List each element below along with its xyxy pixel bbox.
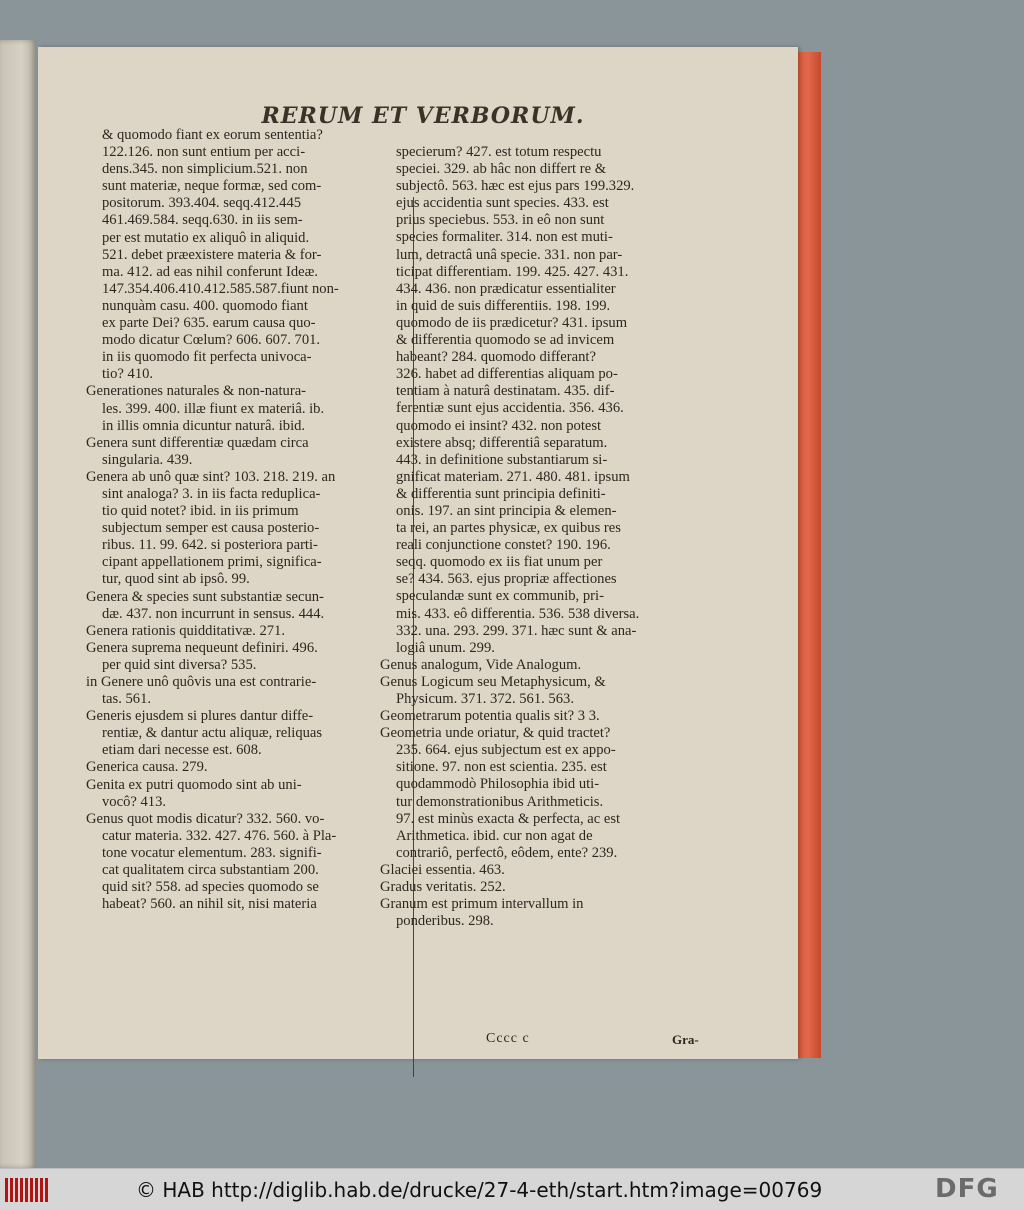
index-line: sitione. 97. non est scientia. 235. est [396,759,607,776]
index-line: quodammodò Philosophia ibid uti- [396,776,600,793]
index-line: in quid de suis differentiis. 198. 199. [396,297,611,314]
index-line: in iis quomodo fit perfecta univoca- [102,349,312,366]
index-line: Genita ex putri quomodo sint ab uni- [86,776,302,793]
index-line: Geometrarum potentia qualis sit? 3 3. [380,708,600,725]
index-line: cat qualitatem circa substantiam 200. [102,862,319,879]
index-line: ticipat differentiam. 199. 425. 427. 431. [396,263,629,280]
catchword: Gra- [672,1032,699,1047]
index-line: rentiæ, & dantur actu aliquæ, reliquas [102,725,323,742]
index-line: ta rei, an partes physicæ, ex quibus res [396,520,621,537]
index-line: positorum. 393.404. seqq.412.445 [102,195,302,212]
index-line: Arithmetica. ibid. cur non agat de [396,827,593,844]
index-line: habeant? 284. quomodo differant? [396,349,596,366]
index-line: speculandæ sunt ex communib, pri- [396,588,604,605]
index-line: tur, quod sint ab ipsô. 99. [102,571,250,588]
index-line: contrariô, perfectô, eôdem, ente? 239. [396,844,618,861]
index-line: tur demonstrationibus Arithmeticis. [396,793,604,810]
index-line: tone vocatur elementum. 283. signifi- [102,844,322,861]
index-line: in Genere unô quôvis una est contrarie- [86,674,317,690]
running-head: RERUM ET VERBORUM. [261,103,585,129]
index-line: prius speciebus. 553. in eô non sunt [396,212,605,229]
index-line: tio? 410. [102,366,154,383]
index-line: ferentiæ sunt ejus accidentia. 356. 436. [396,400,624,417]
index-line: catur materia. 332. 427. 476. 560. à Pla- [102,827,337,844]
index-line: 235. 664. ejus subjectum est ex appo- [396,742,616,759]
book-page [38,47,798,1059]
dfg-logo: DFG [935,1174,999,1204]
index-line: gnificat materiam. 271. 480. 481. ipsum [396,468,630,485]
index-line: subjectum semper est causa posterio- [102,520,320,537]
index-line: ma. 412. ad eas nihil conferunt Ideæ. [102,263,319,280]
index-line: & differentia sunt principia definiti- [396,485,606,502]
red-page-edge [795,52,821,1058]
index-line: 521. debet præexistere materia & for- [102,246,322,263]
copyright-link[interactable]: © HAB http://diglib.hab.de/drucke/27-4-eth/start.htm?image=00769 [136,1178,823,1202]
index-line: & quomodo fiant ex eorum sententia? [102,127,323,143]
index-line: Gradus veritatis. 252. [380,879,506,896]
index-line: quomodo ei insint? 432. non potest [396,417,602,434]
index-line: lum, detractâ unâ specie. 331. non par- [396,246,623,263]
index-line: 97. est minùs exacta & perfecta, ac est [396,810,621,827]
index-line: existere absq; differentiâ separatum. [396,434,608,451]
index-line: tio quid notet? ibid. in iis primum [102,503,299,520]
index-line: vocô? 413. [102,793,167,810]
index-line: sunt materiæ, neque formæ, sed com- [102,178,322,195]
index-line: Generationes naturales & non-natura- [86,383,307,400]
index-line: Genus quot modis dicatur? 332. 560. vo- [86,810,325,827]
index-line: Glaciei essentia. 463. [380,861,505,878]
index-line: Granum est primum intervallum in [380,896,584,913]
signature-mark: Cccc c [486,1031,530,1046]
index-line: tas. 561. [102,691,152,708]
index-line: 461.469.584. seqq.630. in iis sem- [102,212,303,229]
index-line: Generis ejusdem si plures dantur diffe- [86,708,314,725]
index-line: 147.354.406.410.412.585.587.fiunt non- [102,280,339,297]
index-line: 326. habet ad differentias aliquam po- [396,366,618,383]
index-line: habeat? 560. an nihil sit, nisi materia [102,896,317,913]
index-line: 122.126. non sunt entium per acci- [102,144,306,161]
index-line: 443. in definitione substantiarum si- [396,451,608,468]
index-line: les. 399. 400. illæ fiunt ex materiâ. ib. [102,400,325,417]
index-line: se? 434. 563. ejus propriæ affectiones [396,571,617,588]
index-line: sint analoga? 3. in iis facta reduplica- [102,485,321,502]
index-line: etiam dari necesse est. 608. [102,742,262,759]
index-line: reali conjunctione constet? 190. 196. [396,537,611,554]
index-line: 434. 436. non prædicatur essentialiter [396,280,616,297]
viewer-footer [0,1168,1024,1209]
index-line: quomodo de iis prædicetur? 431. ipsum [396,314,628,331]
index-line: cipant appellationem primi, significa- [102,554,322,571]
index-line: Genus Logicum seu Metaphysicum, & [380,673,606,690]
index-line: nunquàm casu. 400. quomodo fiant [102,297,308,314]
index-line: onis. 197. an sint principia & elemen- [396,502,617,519]
index-line: ex parte Dei? 635. earum causa quo- [102,315,316,332]
index-line: in illis omnia dicuntur naturâ. ibid. [102,417,306,434]
index-line: singularia. 439. [102,451,193,468]
index-line: Genera suprema nequeunt definiri. 496. [86,639,318,656]
index-line: tentiam à naturâ destinatam. 435. dif- [396,383,615,400]
index-line: logiâ unum. 299. [396,639,495,656]
index-line: Genera & species sunt substantiæ secun- [86,588,324,605]
index-line: Genera rationis quidditativæ. 271. [86,622,286,639]
previous-page-edge [0,40,36,1168]
index-line: Geometria unde oriatur, & quid tractet? [380,725,611,742]
index-line: Physicum. 371. 372. 561. 563. [396,691,574,707]
index-line: ejus accidentia sunt species. 433. est [396,195,609,212]
index-line: per quid sint diversa? 535. [102,656,257,673]
index-line: seqq. quomodo ex iis fiat unum per [396,554,603,571]
left-index-column [86,127,412,913]
index-line: Genera sunt differentiæ quædam circa [86,434,309,451]
index-line: dens.345. non simplicium.521. non [102,161,308,178]
right-index-column [380,144,698,930]
index-line: modo dicatur Cœlum? 606. 607. 701. [102,332,321,349]
index-line: specierum? 427. est totum respectu [396,144,602,160]
index-line: ribus. 11. 99. 642. si posteriora parti- [102,537,318,554]
library-logo-icon [5,1178,49,1202]
index-line: subjectô. 563. hæc est ejus pars 199.329. [396,178,635,195]
index-line: speciei. 329. ab hâc non differt re & [396,161,607,178]
index-line: ponderibus. 298. [396,913,494,930]
index-line: per est mutatio ex aliquô in aliquid. [102,229,310,246]
index-line: 332. una. 293. 299. 371. hæc sunt & ana- [396,622,637,639]
index-line: dæ. 437. non incurrunt in sensus. 444. [102,605,325,622]
index-line: mis. 433. eô differentia. 536. 538 diversa. [396,605,640,622]
index-line: species formaliter. 314. non est muti- [396,229,613,246]
index-line: Genera ab unô quæ sint? 103. 218. 219. an [86,468,336,485]
index-line: & differentia quomodo se ad invicem [396,332,615,349]
index-line: Genus analogum, Vide Analogum. [380,656,582,673]
index-line: Generica causa. 279. [86,759,208,776]
index-line: quid sit? 558. ad species quomodo se [102,879,319,896]
